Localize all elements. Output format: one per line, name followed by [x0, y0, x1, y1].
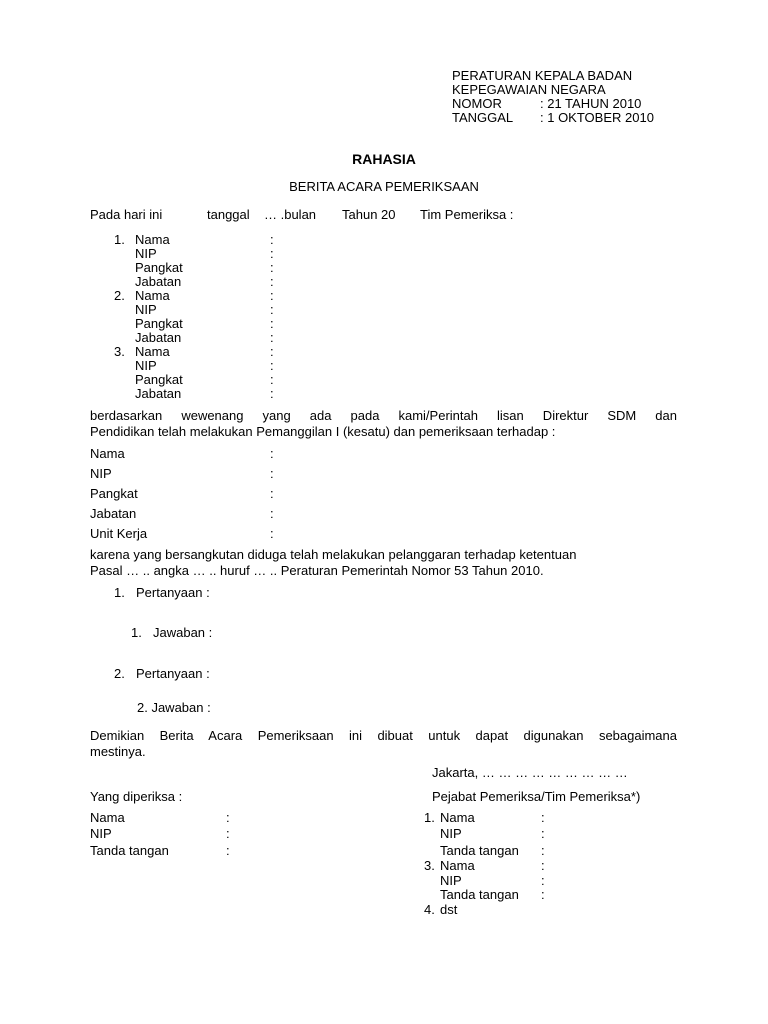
examiner-3-jabatan: Jabatan	[135, 386, 182, 401]
examiner-1-pangkat: Pangkat	[135, 260, 183, 275]
subject-pangkat: Pangkat	[90, 486, 138, 501]
colon: :	[270, 274, 274, 289]
intro-bulan: … .bulan	[264, 207, 317, 222]
sig-row-6-colon: :	[541, 887, 545, 902]
colon: :	[270, 358, 274, 373]
sig-row-1-number: 1.	[424, 810, 435, 825]
colon: :	[270, 232, 274, 247]
sig-row-4-colon: :	[541, 858, 545, 873]
colon: :	[270, 302, 274, 317]
colon: :	[270, 260, 274, 275]
violation-line-1: karena yang bersangkutan diduga telah melakukan pelanggaran terhadap ketentuan	[90, 547, 577, 562]
examiner-2-jabatan: Jabatan	[135, 330, 182, 345]
colon: :	[270, 526, 274, 541]
colon: :	[270, 446, 274, 461]
examiner-2-nip: NIP	[135, 302, 157, 317]
examiner-1-nama: Nama	[135, 232, 170, 247]
colon: :	[270, 316, 274, 331]
authority-line-2: Pendidikan telah melakukan Pemanggilan I (kesatu) dan pemeriksaan terhadap :	[90, 424, 556, 439]
violation-line-2: Pasal … .. angka … .. huruf … .. Peraturan Pemerintah Nomor 53 Tahun 2010.	[90, 563, 544, 578]
examinee-tanda-tangan: Tanda tangan	[90, 843, 169, 858]
colon: :	[226, 826, 230, 841]
sig-row-1-label: Nama	[440, 810, 475, 825]
sig-row-5-colon: :	[541, 873, 545, 888]
subject-jabatan: Jabatan	[90, 506, 137, 521]
examiner-1-nip: NIP	[135, 246, 157, 261]
examiner-2-pangkat: Pangkat	[135, 316, 183, 331]
header-tanggal-value: : 1 OKTOBER 2010	[540, 110, 654, 125]
colon: :	[270, 344, 274, 359]
sig-row-2-label: NIP	[440, 826, 462, 841]
examiner-2-nama: Nama	[135, 288, 170, 303]
sig-row-2-colon: :	[541, 826, 545, 841]
examiner-3-nip: NIP	[135, 358, 157, 373]
sig-row-4-label: Nama	[440, 858, 475, 873]
examiner-heading: Pejabat Pemeriksa/Tim Pemeriksa*)	[432, 789, 641, 804]
sig-row-1-colon: :	[541, 810, 545, 825]
subject-nama: Nama	[90, 446, 125, 461]
sig-row-6-label: Tanda tangan	[440, 887, 519, 902]
subject-unit-kerja: Unit Kerja	[90, 526, 148, 541]
colon: :	[270, 372, 274, 387]
classification-label: RAHASIA	[352, 151, 416, 167]
closing-line-2: mestinya.	[90, 744, 146, 759]
colon: :	[270, 330, 274, 345]
answer-1-number: 1.	[131, 625, 142, 640]
question-2-label: Pertanyaan :	[136, 666, 210, 681]
intro-tanggal: tanggal	[207, 207, 250, 222]
question-1-label: Pertanyaan :	[136, 585, 210, 600]
examiner-3-number: 3.	[114, 344, 125, 359]
header-line-2: KEPEGAWAIAN NEGARA	[452, 82, 606, 97]
colon: :	[226, 843, 230, 858]
colon: :	[270, 288, 274, 303]
place-date: Jakarta, … … … … … … … … …	[432, 765, 628, 780]
examinee-nama: Nama	[90, 810, 125, 825]
document-title: BERITA ACARA PEMERIKSAAN	[289, 179, 479, 194]
question-1-number: 1.	[114, 585, 125, 600]
subject-nip: NIP	[90, 466, 112, 481]
colon: :	[270, 466, 274, 481]
intro-tim-pemeriksa: Tim Pemeriksa :	[420, 207, 514, 222]
examiner-3-nama: Nama	[135, 344, 170, 359]
intro-tahun: Tahun 20	[342, 207, 396, 222]
header-nomor-label: NOMOR	[452, 96, 502, 111]
sig-row-3-label: Tanda tangan	[440, 843, 519, 858]
closing-line-1: Demikian Berita Acara Pemeriksaan ini dibuat untuk dapat digunakan sebagaimana	[90, 728, 677, 743]
answer-1-label: Jawaban :	[153, 625, 213, 640]
sig-row-3-colon: :	[541, 843, 545, 858]
question-2-number: 2.	[114, 666, 125, 681]
answer-2-label: 2. Jawaban :	[137, 700, 211, 715]
examinee-heading: Yang diperiksa :	[90, 789, 183, 804]
examiner-1-number: 1.	[114, 232, 125, 247]
sig-row-4-number: 3.	[424, 858, 435, 873]
examinee-nip: NIP	[90, 826, 112, 841]
authority-line-1: berdasarkan wewenang yang ada pada kami/Perintah lisan Direktur SDM dan	[90, 408, 677, 423]
colon: :	[270, 246, 274, 261]
sig-row-5-label: NIP	[440, 873, 462, 888]
colon: :	[270, 506, 274, 521]
colon: :	[270, 386, 274, 401]
intro-pada-hari-ini: Pada hari ini	[90, 207, 163, 222]
sig-row-7-number: 4.	[424, 902, 435, 917]
colon: :	[270, 486, 274, 501]
header-nomor-value: : 21 TAHUN 2010	[540, 96, 642, 111]
colon: :	[226, 810, 230, 825]
sig-row-7-label: dst	[440, 902, 458, 917]
examiner-3-pangkat: Pangkat	[135, 372, 183, 387]
examiner-2-number: 2.	[114, 288, 125, 303]
examiner-1-jabatan: Jabatan	[135, 274, 182, 289]
header-line-1: PERATURAN KEPALA BADAN	[452, 68, 633, 83]
header-tanggal-label: TANGGAL	[452, 110, 514, 125]
